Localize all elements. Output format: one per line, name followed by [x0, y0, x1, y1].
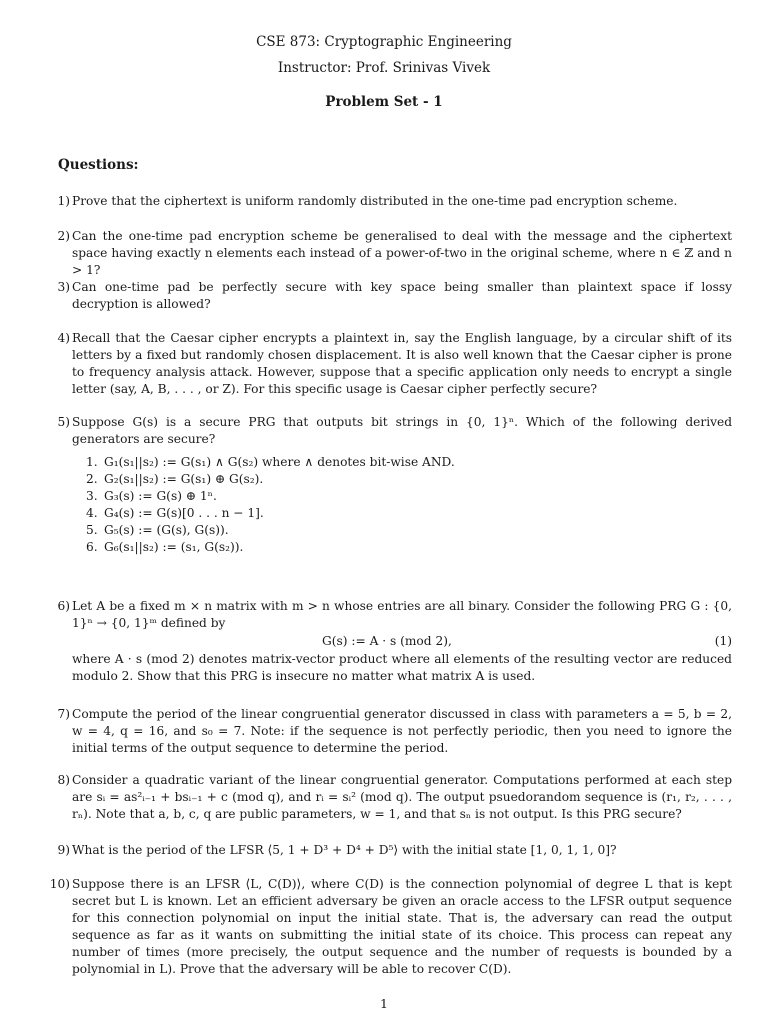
instructor-line: Instructor: Prof. Srinivas Vivek	[277, 60, 491, 76]
list-item: 3. G₃(s) := G(s) ⊕ 1ⁿ.	[86, 489, 217, 503]
equation-number: (1)	[714, 634, 732, 648]
question-number: 3)	[57, 280, 70, 294]
question-6	[48, 598, 732, 685]
equation-row	[72, 633, 732, 650]
question-text: Suppose there is an LFSR ⟨L, C(D)⟩, where C(D) is the connection polynomial of degree L that is kept secret but L is known. Let an efficient adversary be given an oracle access to the LFSR output sequence for this connection polynomial on input the initial state. That is, the adversary can read the output sequence as far as it wants on submitting the initial state of its choice. This process can repeat any number of times (more precisely, the output sequence and the number of requests is bounded by a polynomial in L). Prove that the adversary will be able to recover C(D).	[72, 877, 732, 976]
question-text-continued: where A · s (mod 2) denotes matrix-vector product where all elements of the resulting vector are reduced modulo 2. Show that this PRG is insecure no matter what matrix A is used.	[72, 652, 732, 683]
question-2	[48, 228, 732, 279]
list-item: 2. G₂(s₁||s₂) := G(s₁) ⊕ G(s₂).	[86, 472, 264, 486]
problem-set-title: Problem Set - 1	[325, 94, 443, 110]
question-text: What is the period of the LFSR ⟨5, 1 + D³ + D⁴ + D⁵⟩ with the initial state [1, 0, 1, 1, 0]?	[72, 843, 617, 857]
question-8	[48, 772, 732, 823]
question-number: 10)	[49, 877, 70, 891]
question-text: Recall that the Caesar cipher encrypts a plaintext in, say the English language, by a circular shift of its letters by a fixed but randomly chosen displacement. It is also well known that the Caesar cipher is prone to frequency analysis attack. However, suppose that a specific application only needs to encrypt a single letter (say, A, B, . . . , or Z). For this specific usage is Caesar cipher perfectly secure?	[72, 331, 732, 396]
page-number: 1	[380, 996, 388, 1011]
question-7	[48, 706, 732, 757]
list-item: 1. G₁(s₁||s₂) := G(s₁) ∧ G(s₂) where ∧ denotes bit-wise AND.	[86, 455, 455, 469]
question-text: Prove that the ciphertext is uniform randomly distributed in the one-time pad encryption scheme.	[72, 194, 678, 208]
question-number: 5)	[57, 415, 70, 429]
question-9	[48, 842, 732, 859]
question-number: 6)	[57, 599, 70, 613]
question-number: 9)	[57, 843, 70, 857]
question-number: 8)	[57, 773, 70, 787]
derived-generators-list	[72, 454, 732, 556]
question-text: Can one-time pad be perfectly secure with key space being smaller than plaintext space if lossy decryption is allowed?	[72, 280, 732, 311]
question-4	[48, 330, 732, 398]
question-number: 1)	[57, 194, 70, 208]
course-title: CSE 873: Cryptographic Engineering	[256, 34, 512, 50]
question-text: Suppose G(s) is a secure PRG that outputs bit strings in {0, 1}ⁿ. Which of the following derived generators are secure?	[72, 415, 732, 446]
list-item: 5. G₅(s) := (G(s), G(s)).	[86, 523, 229, 537]
prg-equation: G(s) := A · s (mod 2),	[322, 634, 452, 648]
question-10	[48, 876, 732, 978]
questions-heading: Questions:	[58, 157, 139, 173]
list-item: 4. G₄(s) := G(s)[0 . . . n − 1].	[86, 506, 264, 520]
question-5	[48, 414, 732, 556]
question-text: Let A be a fixed m × n matrix with m > n whose entries are all binary. Consider the following PRG G : {0, 1}ⁿ → {0, 1}ᵐ defined by	[72, 599, 732, 630]
question-number: 2)	[57, 229, 70, 243]
question-text: Compute the period of the linear congruential generator discussed in class with parameters a = 5, b = 2, w = 4, q = 16, and s₀ = 7. Note: if the sequence is not perfectly periodic, then you need to ignore the initial terms of the output sequence to determine the period.	[72, 707, 732, 755]
question-1	[48, 193, 732, 210]
question-text: Can the one-time pad encryption scheme be generalised to deal with the message and the ciphertext space having exactly n elements each instead of a power-of-two in the original scheme, where n ∈ ℤ and n > 1?	[72, 229, 732, 277]
question-3	[48, 279, 732, 313]
question-number: 4)	[57, 331, 70, 345]
question-text: Consider a quadratic variant of the linear congruential generator. Computations performed at each step are sᵢ = as²ᵢ₋₁ + bsᵢ₋₁ + c (mod q), and rᵢ = sᵢ² (mod q). The output psuedorandom sequence is (r₁, r₂, . . . , rₙ). Note that a, b, c, q are public parameters, w = 1, and that sₙ is not output. Is this PRG secure?	[72, 773, 732, 821]
list-item: 6. G₆(s₁||s₂) := (s₁, G(s₂)).	[86, 540, 244, 554]
question-number: 7)	[57, 707, 70, 721]
